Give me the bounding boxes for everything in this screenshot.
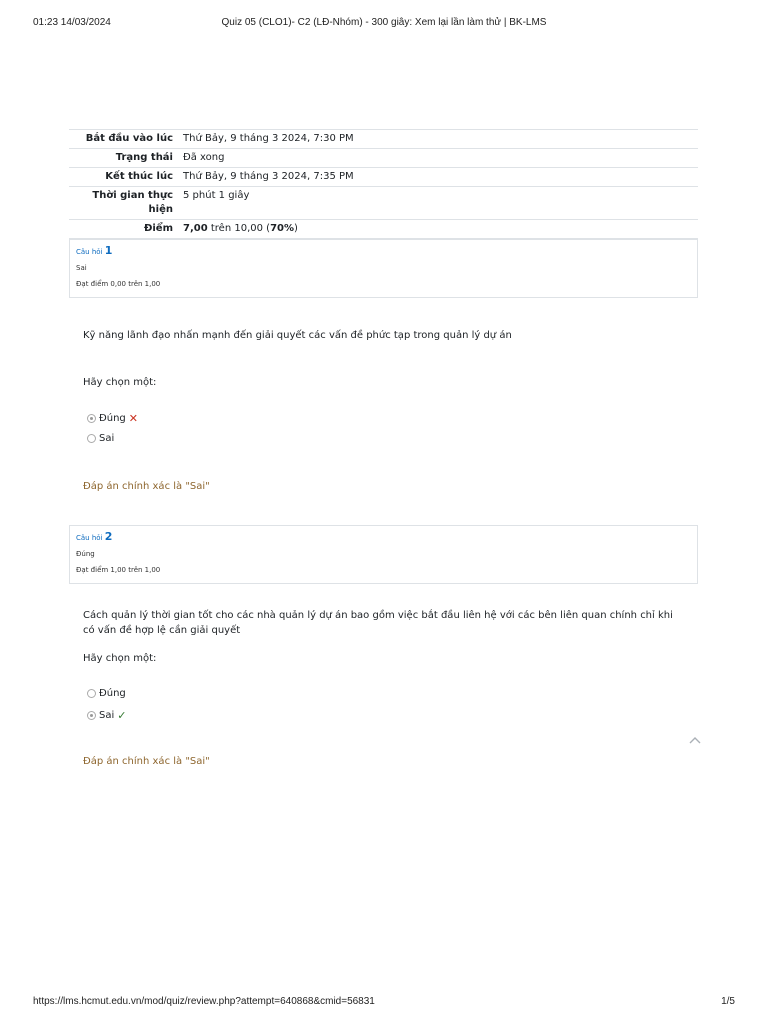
question-label: Câu hỏi — [76, 534, 103, 542]
radio-button-selected[interactable] — [87, 414, 96, 423]
print-footer — [0, 996, 768, 1010]
question-2-info — [69, 525, 698, 584]
cross-icon: ✕ — [128, 411, 138, 425]
question-number-value: 2 — [104, 530, 113, 543]
print-page-count: 1/5 — [721, 996, 735, 1007]
question-1-info — [69, 239, 698, 298]
question-1-feedback: Đáp án chính xác là "Sai" — [83, 481, 210, 492]
question-2-feedback: Đáp án chính xác là "Sai" — [83, 756, 210, 767]
question-1-option-true[interactable] — [87, 411, 138, 425]
completed-label: Kết thúc lúc — [69, 168, 179, 187]
summary-row-time — [69, 187, 698, 220]
summary-row-started — [69, 130, 698, 149]
chevron-up-icon[interactable] — [689, 736, 701, 744]
radio-button[interactable] — [87, 689, 96, 698]
question-mark: Đạt điểm 0,00 trên 1,00 — [76, 280, 161, 288]
option-label: Sai — [99, 432, 115, 444]
question-2-option-false[interactable] — [87, 708, 126, 722]
question-1-option-false[interactable] — [87, 431, 114, 445]
question-number-value: 1 — [104, 244, 113, 257]
question-number — [76, 244, 112, 257]
grade-middle: trên 10,00 ( — [207, 223, 271, 234]
print-url: https://lms.hcmut.edu.vn/mod/quiz/review.php?attempt=640868&cmid=56831 — [33, 996, 375, 1007]
question-2-text: Cách quản lý thời gian tốt cho các nhà quản lý dự án bao gồm việc bắt đầu liên hệ với các bên liên quan chính chỉ khi có vấn đề hợp lệ cần giải quyết — [83, 610, 673, 636]
state-label: Trạng thái — [69, 149, 179, 168]
question-state: Sai — [76, 264, 87, 272]
grade-percent: 70% — [270, 223, 294, 234]
grade-value — [179, 220, 698, 239]
question-label: Câu hỏi — [76, 248, 103, 256]
print-header — [0, 17, 768, 31]
check-icon: ✓ — [117, 708, 127, 722]
question-1-prompt: Hãy chọn một: — [83, 377, 157, 388]
grade-label: Điểm — [69, 220, 179, 239]
completed-value: Thứ Bảy, 9 tháng 3 2024, 7:35 PM — [179, 168, 698, 187]
question-mark: Đạt điểm 1,00 trên 1,00 — [76, 566, 161, 574]
option-label: Đúng — [99, 412, 126, 424]
question-2-prompt: Hãy chọn một: — [83, 653, 157, 664]
radio-button-selected[interactable] — [87, 711, 96, 720]
time-taken-value: 5 phút 1 giây — [179, 187, 698, 220]
question-1-text: Kỹ năng lãnh đạo nhấn mạnh đến giải quyết các vấn đề phức tạp trong quản lý dự án — [83, 330, 512, 341]
question-state: Đúng — [76, 550, 95, 558]
summary-row-state — [69, 149, 698, 168]
radio-button[interactable] — [87, 434, 96, 443]
option-label: Sai — [99, 709, 115, 721]
print-page-title: Quiz 05 (CLO1)- C2 (LĐ-Nhóm) - 300 giây: Xem lại lần làm thử | BK-LMS — [221, 17, 547, 28]
state-value: Đã xong — [179, 149, 698, 168]
grade-end: ) — [294, 223, 298, 234]
time-taken-label: Thời gian thực hiện — [69, 187, 179, 220]
question-2-option-true[interactable] — [87, 686, 126, 700]
question-number — [76, 530, 112, 543]
option-label: Đúng — [99, 687, 126, 699]
grade-score: 7,00 — [183, 223, 208, 234]
attempt-summary-table — [69, 129, 698, 239]
summary-row-grade — [69, 220, 698, 239]
print-datetime: 01:23 14/03/2024 — [33, 17, 111, 28]
started-label: Bắt đầu vào lúc — [69, 130, 179, 149]
summary-row-completed — [69, 168, 698, 187]
started-value: Thứ Bảy, 9 tháng 3 2024, 7:30 PM — [179, 130, 698, 149]
